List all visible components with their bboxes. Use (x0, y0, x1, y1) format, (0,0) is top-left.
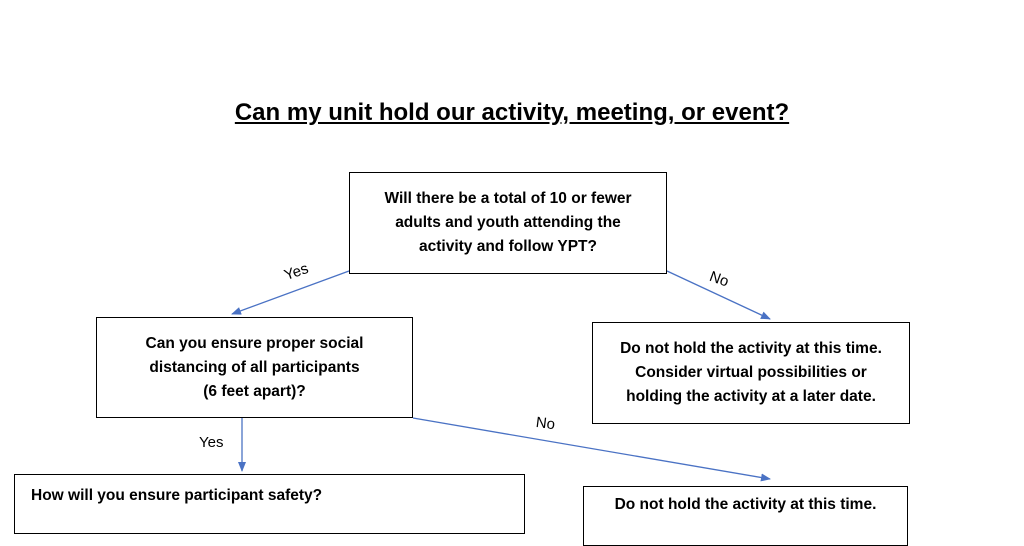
question-node-attendance (349, 172, 667, 274)
diagram-title: Can my unit hold our activity, meeting, or event? (234, 99, 790, 126)
node-text-line: (6 feet apart)? (203, 382, 306, 400)
node-text-line: Do not hold the activity at this time. (614, 496, 877, 513)
question-node-distancing (96, 317, 413, 418)
node-text-line: holding the activity at a later date. (626, 388, 876, 405)
question-node-safety (14, 474, 525, 534)
node-text-line: Will there be a total of 10 or fewer (384, 190, 632, 207)
edge-label-yes: Yes (199, 434, 224, 451)
edge-label-yes: Yes (282, 260, 311, 285)
node-text-line: activity and follow YPT? (419, 238, 597, 255)
edge-label-no: No (534, 414, 557, 434)
node-text-line: Can you ensure proper social (145, 334, 364, 352)
edge-label-no: No (707, 268, 732, 291)
node-text-line: How will you ensure participant safety? (31, 487, 323, 504)
outcome-node-do-not-hold (592, 322, 910, 424)
outcome-node-do-not-hold-2 (583, 486, 908, 546)
arrow-q2-no (413, 418, 770, 479)
node-text-line: distancing of all participants (149, 358, 360, 376)
node-text-line: Consider virtual possibilities or (635, 364, 867, 381)
node-text-line: Do not hold the activity at this time. (620, 340, 882, 357)
node-text-line: adults and youth attending the (395, 214, 621, 231)
